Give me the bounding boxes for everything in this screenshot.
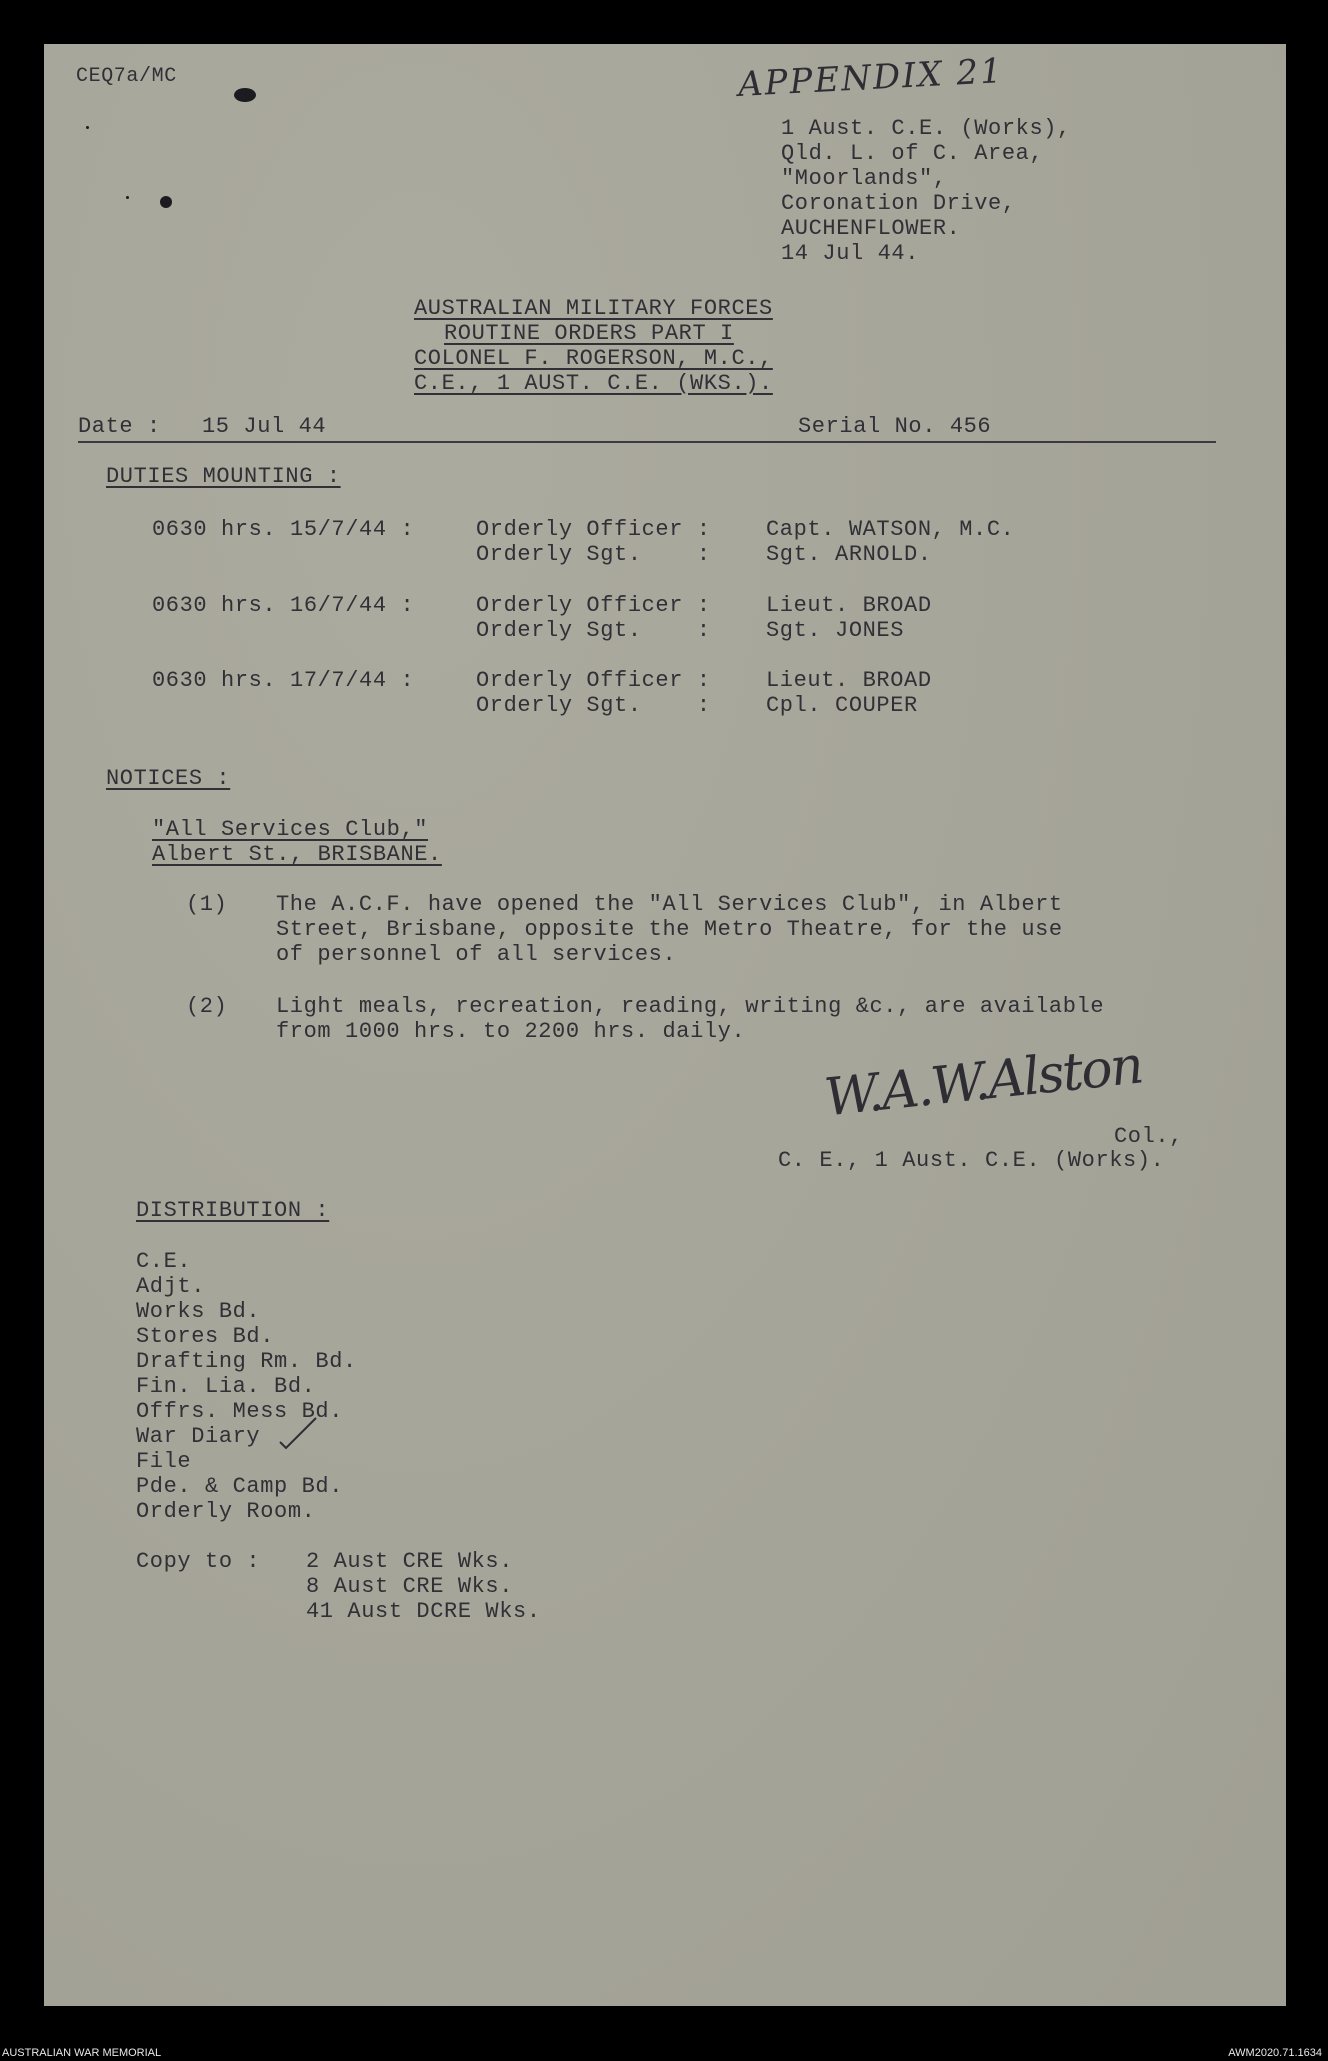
appendix-annotation: APPENDIX 21 — [737, 51, 1005, 105]
notice-number: (2) — [186, 994, 228, 1019]
heading-line: C.E., 1 AUST. C.E. (WKS.). — [414, 371, 773, 396]
tick-mark-icon — [276, 1412, 336, 1452]
notice-title-line: Albert St., BRISBANE. — [152, 842, 442, 867]
duty-time: 0630 hrs. 16/7/44 : — [152, 593, 415, 618]
duty-officer: Lieut. BROAD — [766, 668, 932, 693]
notice-line: of personnel of all services. — [276, 942, 677, 967]
address-line: "Moorlands", — [781, 166, 947, 191]
signature: W.A.W.Alston — [821, 1035, 1145, 1129]
copy-to-item: 41 Aust DCRE Wks. — [306, 1599, 541, 1624]
duty-officer: Capt. WATSON, M.C. — [766, 517, 1015, 542]
notice-line: from 1000 hrs. to 2200 hrs. daily. — [276, 1019, 746, 1044]
distribution-item: War Diary — [136, 1424, 261, 1449]
ink-blot — [160, 196, 172, 208]
distribution-item: Offrs. Mess Bd. — [136, 1399, 344, 1424]
date-label: Date : — [78, 414, 161, 439]
distribution-item: Works Bd. — [136, 1299, 261, 1324]
duty-sgt-role: Orderly Sgt. : — [476, 693, 711, 718]
heading-line: ROUTINE ORDERS PART I — [444, 321, 734, 346]
notice-line: The A.C.F. have opened the "All Services Club", in Albert — [276, 892, 1063, 917]
heading-line: COLONEL F. ROGERSON, M.C., — [414, 346, 773, 371]
distribution-item: C.E. — [136, 1249, 192, 1274]
copy-to-label: Copy to : — [136, 1549, 261, 1574]
footer-left: AUSTRALIAN WAR MEMORIAL — [2, 2047, 162, 2059]
signature-title: C. E., 1 Aust. C.E. (Works). — [778, 1148, 1165, 1173]
address-line: 1 Aust. C.E. (Works), — [781, 116, 1071, 141]
copy-to-item: 8 Aust CRE Wks. — [306, 1574, 514, 1599]
footer-right: AWM2020.71.1634 — [1228, 2047, 1322, 2059]
notices-heading: NOTICES : — [106, 766, 231, 791]
address-line: 14 Jul 44. — [781, 241, 920, 266]
distribution-item: Adjt. — [136, 1274, 206, 1299]
duty-sgt: Sgt. ARNOLD. — [766, 542, 932, 567]
duties-heading: DUTIES MOUNTING : — [106, 464, 341, 489]
document-page — [44, 44, 1286, 2006]
signature-rank: Col., — [1114, 1124, 1184, 1149]
ink-blot — [234, 88, 256, 102]
address-line: Coronation Drive, — [781, 191, 1016, 216]
serial-number: Serial No. 456 — [798, 414, 992, 439]
duty-sgt: Sgt. JONES — [766, 618, 905, 643]
distribution-item: File — [136, 1449, 192, 1474]
ink-blot — [126, 196, 129, 199]
duty-officer-role: Orderly Officer : — [476, 593, 711, 618]
distribution-item: Orderly Room. — [136, 1499, 316, 1524]
distribution-item: Drafting Rm. Bd. — [136, 1349, 357, 1374]
address-line: Qld. L. of C. Area, — [781, 141, 1044, 166]
notice-title-line: "All Services Club," — [152, 817, 429, 842]
duty-sgt-role: Orderly Sgt. : — [476, 618, 711, 643]
duty-officer-role: Orderly Officer : — [476, 517, 711, 542]
copy-to-item: 2 Aust CRE Wks. — [306, 1549, 514, 1574]
notice-line: Street, Brisbane, opposite the Metro Theatre, for the use — [276, 917, 1063, 942]
duty-time: 0630 hrs. 17/7/44 : — [152, 668, 415, 693]
document-reference: CEQ7a/MC — [76, 65, 177, 88]
duty-officer: Lieut. BROAD — [766, 593, 932, 618]
notice-number: (1) — [186, 892, 228, 917]
address-line: AUCHENFLOWER. — [781, 216, 961, 241]
duty-time: 0630 hrs. 15/7/44 : — [152, 517, 415, 542]
duty-officer-role: Orderly Officer : — [476, 668, 711, 693]
date-rule — [78, 441, 1216, 443]
heading-line: AUSTRALIAN MILITARY FORCES — [414, 296, 773, 321]
date-value: 15 Jul 44 — [202, 414, 327, 439]
distribution-item: Stores Bd. — [136, 1324, 275, 1349]
duty-sgt-role: Orderly Sgt. : — [476, 542, 711, 567]
notice-line: Light meals, recreation, reading, writing &c., are available — [276, 994, 1105, 1019]
distribution-heading: DISTRIBUTION : — [136, 1198, 330, 1223]
distribution-item: Pde. & Camp Bd. — [136, 1474, 344, 1499]
duty-sgt: Cpl. COUPER — [766, 693, 918, 718]
ink-blot — [86, 126, 89, 129]
distribution-item: Fin. Lia. Bd. — [136, 1374, 316, 1399]
